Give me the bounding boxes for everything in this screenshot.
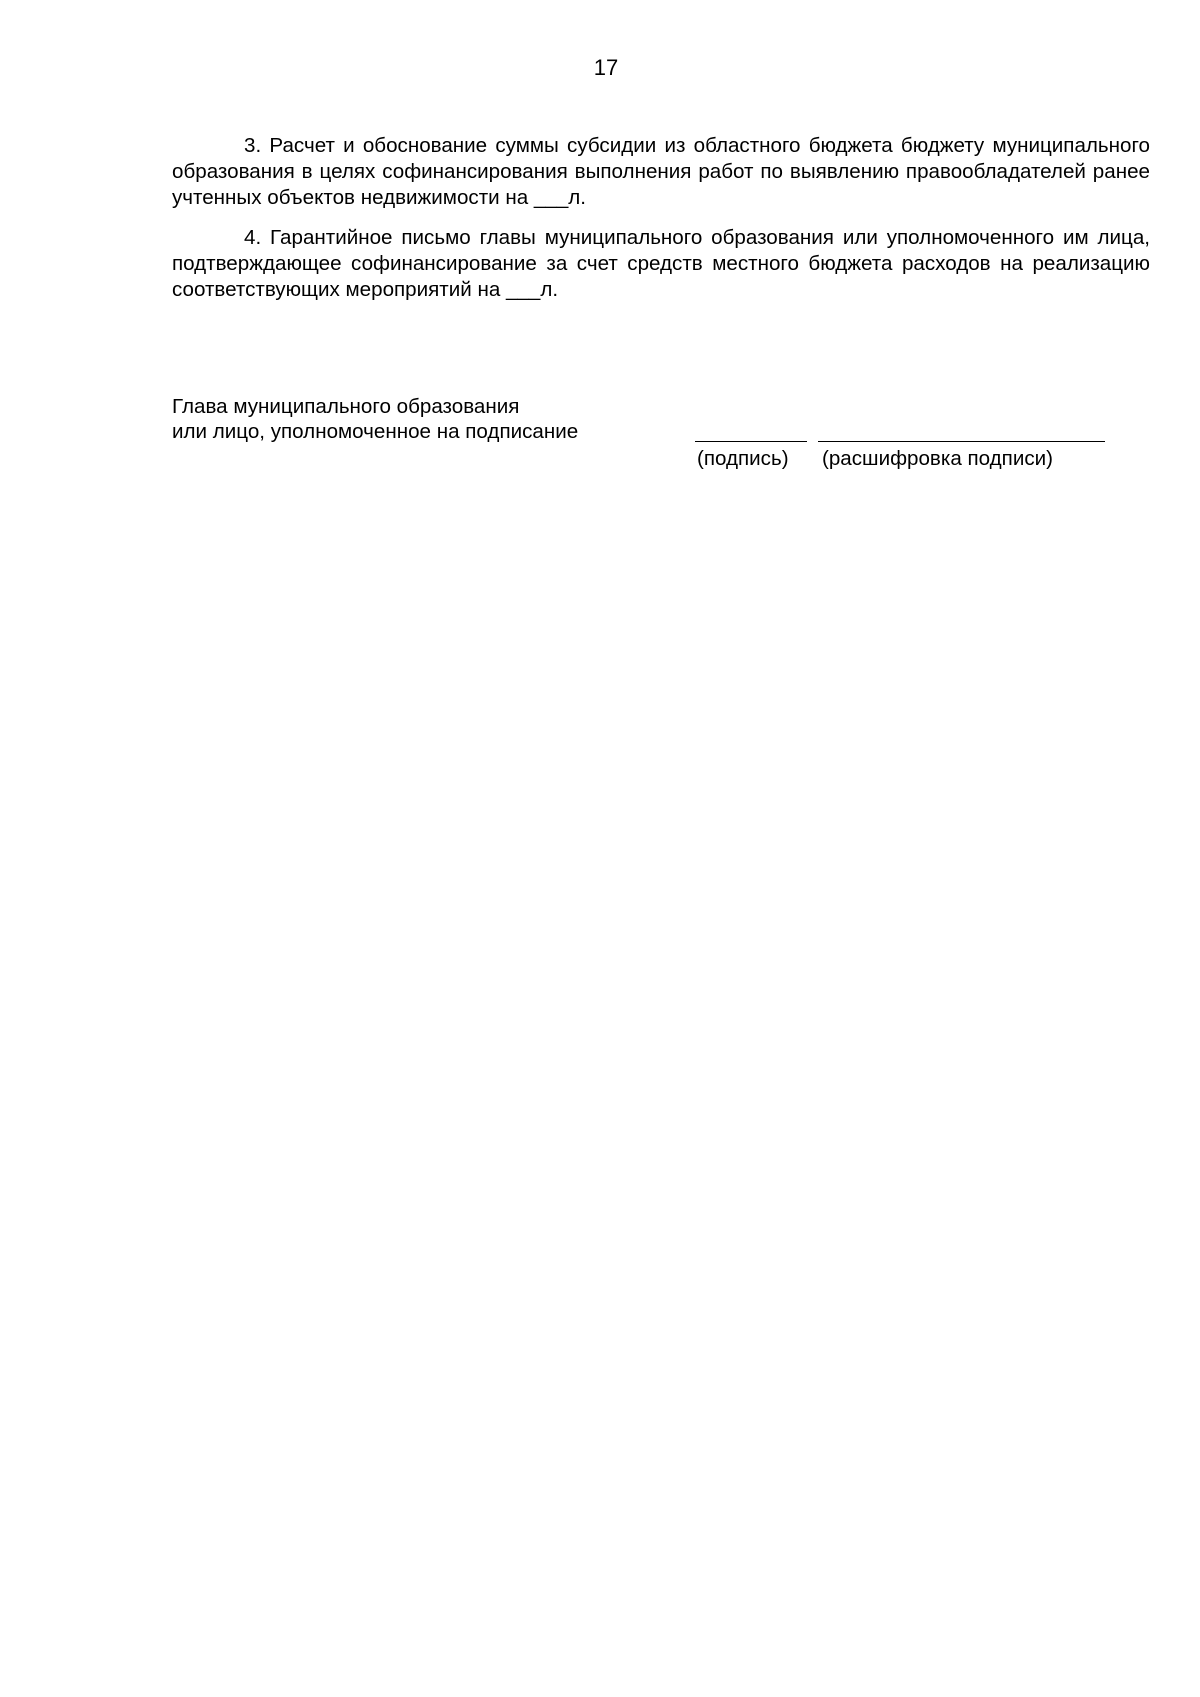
signatory-block (172, 394, 578, 444)
signatory-line-2: или лицо, уполномоченное на подписание (172, 420, 579, 443)
signatory-line-1: Глава муниципального образования (172, 395, 520, 418)
signature-line (695, 441, 807, 442)
signature-decoding-caption: (расшифровка подписи) (822, 447, 1053, 470)
item-4-paragraph: 4. Гарантийное письмо главы муниципального образования или уполномоченного им лица, подтверждающее софинансирование за счет средств местного бюджета расходов на реализацию соответствующих мероприятий на ___л. (172, 226, 1150, 301)
signature-decoding-line (818, 441, 1105, 442)
item-3-paragraph: 3. Расчет и обоснование суммы субсидии из областного бюджета бюджету муниципального образования в целях софинансирования выполнения работ по выявлению правообладателей ранее учтенных объектов недвижимости на ___л. (172, 134, 1150, 209)
page-number: 17 (593, 55, 619, 80)
signature-caption: (подпись) (697, 447, 789, 470)
